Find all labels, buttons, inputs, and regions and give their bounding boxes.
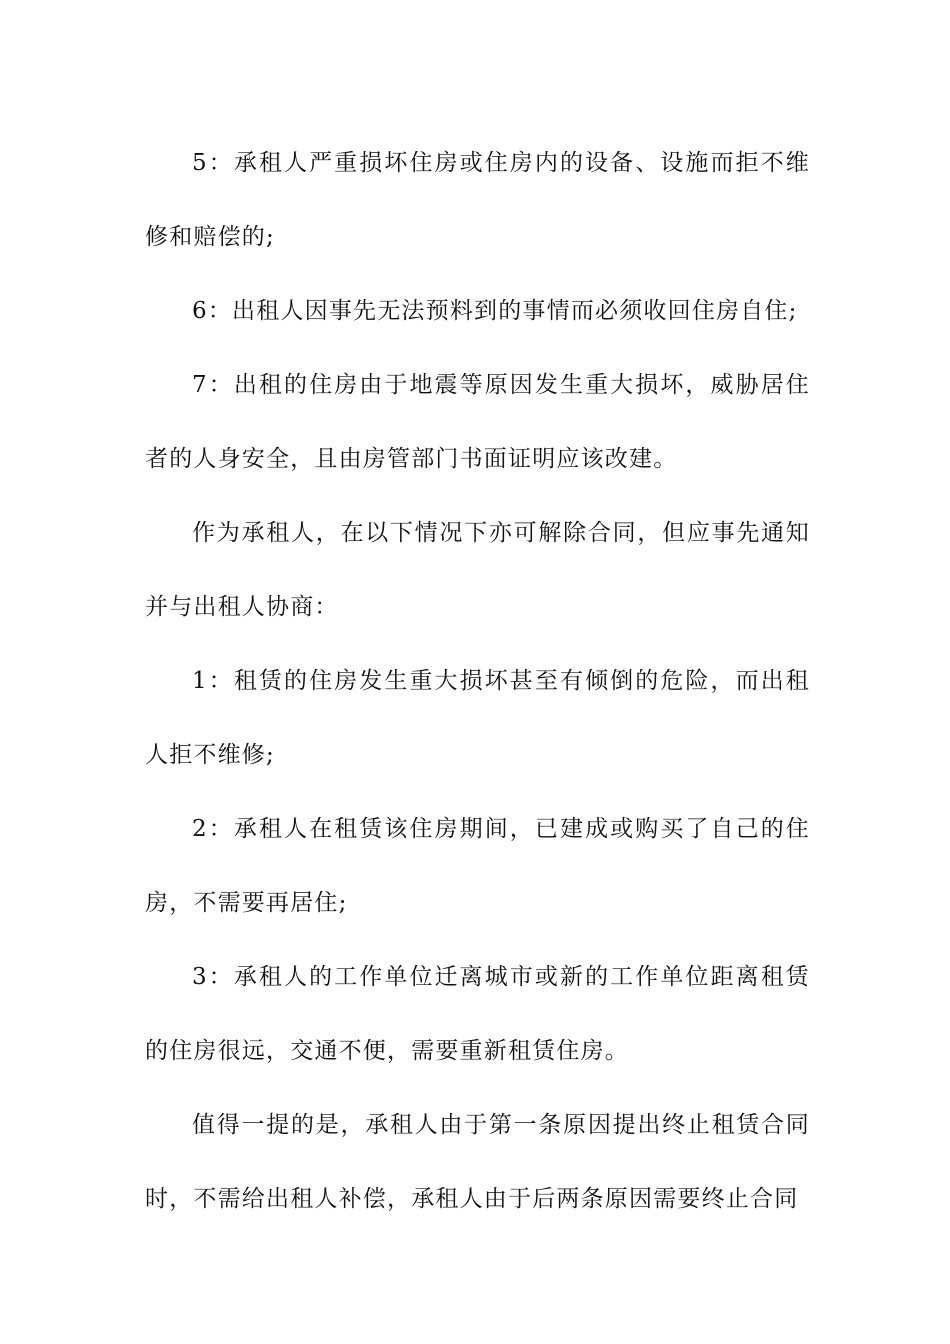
paragraph-clause-6: 6：出租人因事先无法预料到的事情而必须收回住房自住; [192, 298, 798, 324]
paragraph-tenant-clause-2: 2：承租人在租赁该住房期间，已建成或购买了自己的住房，不需要再居住; [145, 816, 810, 916]
paragraph-tenant-clause-1: 1：租赁的住房发生重大损坏甚至有倾倒的危险，而出租人拒不维修; [145, 668, 810, 768]
document-body [145, 126, 810, 1236]
paragraph-tenant-clause-3: 3：承租人的工作单位迁离城市或新的工作单位距离租赁的住房很远，交通不便，需要重新租赁住房。 [145, 964, 810, 1064]
paragraph-tenant-termination-intro: 作为承租人，在以下情况下亦可解除合同，但应事先通知并与出租人协商： [145, 520, 810, 620]
paragraph-clause-5: 5：承租人严重损坏住房或住房内的设备、设施而拒不维修和赔偿的; [145, 150, 810, 250]
paragraph-clause-7: 7：出租的住房由于地震等原因发生重大损坏，威胁居住者的人身安全，且由房管部门书面证明应该改建。 [145, 372, 810, 472]
paragraph-compensation-note: 值得一提的是，承租人由于第一条原因提出终止租赁合同时，不需给出租人补偿，承租人由于后两条原因需要终止合同 [145, 1112, 810, 1212]
